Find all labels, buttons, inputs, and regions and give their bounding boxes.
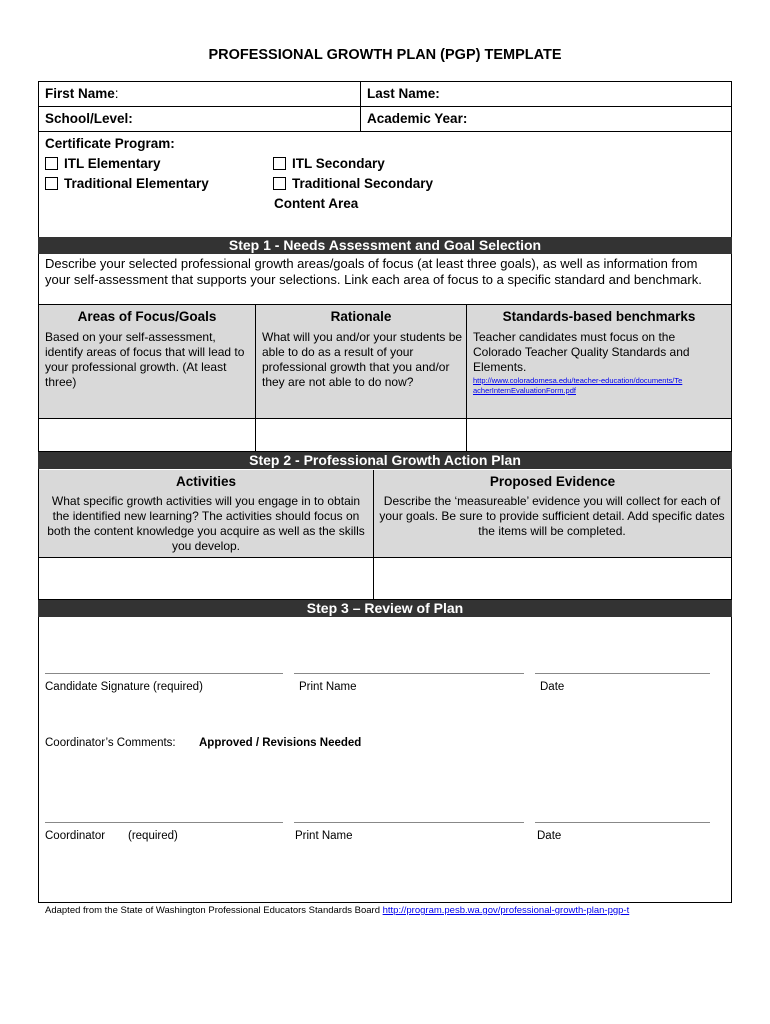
footer-text: Adapted from the State of Washington Professional Educators Standards Board: [45, 905, 380, 916]
border: [38, 902, 732, 903]
border: [731, 81, 732, 903]
col-header-areas: Areas of Focus/Goals: [77, 309, 217, 324]
required-label: (required): [128, 830, 178, 842]
coordinator-signature-line[interactable]: [45, 822, 283, 823]
border: [38, 557, 732, 558]
approval-options[interactable]: Approved / Revisions Needed: [199, 737, 362, 749]
border: [38, 304, 732, 305]
border: [38, 81, 732, 82]
activities-description: What specific growth activities will you engage in to obtain the identified new learning? The activities should focus on both the content knowledge you acquire as well as the skills you develop.: [47, 494, 365, 553]
step1-heading: Step 1 - Needs Assessment and Goal Selection: [38, 237, 732, 254]
standards-link[interactable]: http://www.coloradomesa.edu/teacher-education/documents/TeacherInternEvaluationForm.pdf: [473, 376, 683, 395]
option-label: ITL Secondary: [292, 156, 385, 171]
col-header-evidence: Proposed Evidence: [489, 474, 616, 489]
print-name-line-2[interactable]: [294, 822, 524, 823]
page-title: PROFESSIONAL GROWTH PLAN (PGP) TEMPLATE: [208, 47, 562, 63]
certificate-program-label: Certificate Program:: [45, 136, 175, 151]
school-level-field[interactable]: School/Level:: [45, 111, 133, 126]
step2-heading: Step 2 - Professional Growth Action Plan: [38, 452, 732, 469]
option-label: Traditional Secondary: [292, 176, 434, 191]
option-itl-elementary[interactable]: [45, 156, 161, 171]
benchmarks-description: Teacher candidates must focus on the Colorado Teacher Quality Standards and Elements.: [473, 330, 690, 374]
option-label: Traditional Elementary: [64, 176, 209, 191]
last-name-field[interactable]: Last Name:: [367, 86, 440, 101]
candidate-signature-label: Candidate Signature (required): [45, 681, 203, 693]
border: [38, 418, 732, 419]
content-area-label: Content Area: [274, 196, 359, 211]
footer-link[interactable]: http://program.pesb.wa.gov/professional-growth-plan-pgp-t: [382, 905, 630, 916]
coordinator-label: Coordinator: [45, 830, 106, 842]
coordinator-comments-label: Coordinator’s Comments:: [45, 737, 176, 749]
print-name-line[interactable]: [294, 673, 524, 674]
border: [466, 304, 467, 451]
rationale-description: What will you and/or your students be able to do as a result of your professional growth that you and/or they are not able to do now?: [262, 330, 463, 389]
footer: [45, 905, 629, 917]
border: [38, 106, 732, 107]
first-name-label: First Name: [45, 86, 115, 101]
print-name-label: Print Name: [299, 681, 357, 693]
option-traditional-elementary[interactable]: [45, 176, 209, 191]
evidence-description: Describe the ‘measureable’ evidence you will collect for each of your goals. Be sure to provide sufficient detail. Add specific dates the items will be completed.: [379, 494, 725, 538]
col-header-rationale: Rationale: [330, 309, 392, 324]
option-itl-secondary[interactable]: [273, 156, 385, 171]
date-line-2[interactable]: [535, 822, 710, 823]
option-label: ITL Elementary: [64, 156, 161, 171]
step1-description: Describe your selected professional growth areas/goals of focus (at least three goals), as well as information from your self-assessment that supports your selections. Link each area of focus to a specific standard and benchmark.: [45, 256, 702, 287]
border: [373, 470, 374, 599]
date-line[interactable]: [535, 673, 710, 674]
checkbox[interactable]: [45, 177, 58, 190]
border: [38, 131, 732, 132]
option-traditional-secondary[interactable]: [273, 176, 433, 191]
checkbox[interactable]: [273, 157, 286, 170]
areas-description: Based on your self-assessment, identify areas of focus that will lead to your professional growth. (At least three): [45, 330, 245, 389]
border: [255, 304, 256, 451]
first-name-colon: :: [114, 86, 119, 101]
checkbox[interactable]: [45, 157, 58, 170]
candidate-signature-line[interactable]: [45, 673, 283, 674]
print-name-label-2: Print Name: [295, 830, 353, 842]
border: [360, 81, 361, 131]
col-header-activities: Activities: [175, 474, 237, 489]
date-label-2: Date: [537, 830, 562, 842]
academic-year-field[interactable]: Academic Year:: [367, 111, 468, 126]
date-label: Date: [540, 681, 565, 693]
col-header-benchmarks: Standards-based benchmarks: [502, 309, 696, 324]
first-name-field[interactable]: [45, 86, 119, 101]
checkbox[interactable]: [273, 177, 286, 190]
step3-heading: Step 3 – Review of Plan: [38, 600, 732, 617]
